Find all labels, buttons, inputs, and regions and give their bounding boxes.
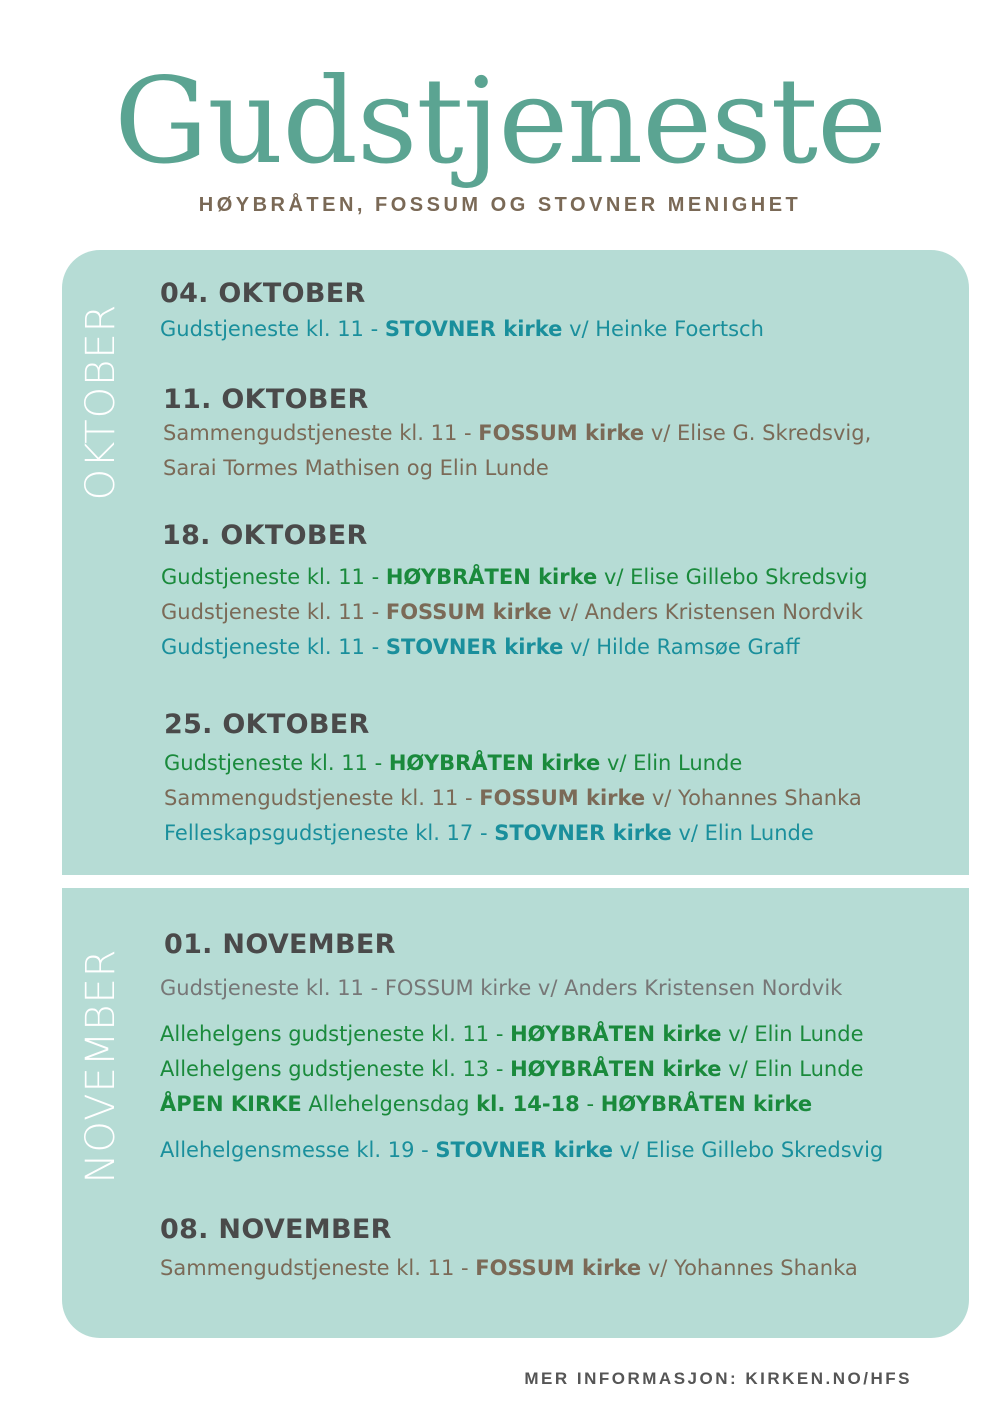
service-line: Allehelgens gudstjeneste kl. 13 - HØYBRÅTEN kirke v/ Elin Lunde (160, 1057, 864, 1081)
service-line: Felleskapsgudstjeneste kl. 17 - STOVNER kirke v/ Elin Lunde (164, 821, 814, 845)
service-line: Gudstjeneste kl. 11 - HØYBRÅTEN kirke v/ Elin Lunde (164, 751, 743, 775)
page-subtitle: HØYBRÅTEN, FOSSUM OG STOVNER MENIGHET (198, 194, 802, 216)
page-title: Gudstjeneste (114, 52, 886, 190)
church-name: HØYBRÅTEN kirke (510, 1057, 722, 1081)
october-panel (62, 250, 969, 875)
church-name: STOVNER kirke (494, 821, 672, 845)
date-heading: 08. NOVEMBER (160, 1214, 392, 1245)
church-name: HØYBRÅTEN kirke (385, 565, 598, 589)
service-line: Gudstjeneste kl. 11 - STOVNER kirke v/ Heinke Foertsch (160, 317, 764, 341)
service-line: Allehelgens gudstjeneste kl. 11 - HØYBRÅTEN kirke v/ Elin Lunde (160, 1022, 864, 1046)
date-heading: 25. OKTOBER (164, 709, 370, 740)
church-name: FOSSUM kirke (478, 421, 645, 445)
church-name: FOSSUM kirke (479, 786, 646, 810)
service-line: Gudstjeneste kl. 11 - STOVNER kirke v/ Hilde Ramsøe Graff (161, 635, 800, 659)
month-label-october: OKTOBER (78, 303, 124, 501)
church-name: STOVNER kirke (384, 317, 563, 341)
service-line-continued: Sarai Tormes Mathisen og Elin Lunde (163, 456, 549, 480)
service-line: ÅPEN KIRKE Allehelgensdag kl. 14-18 - HØYBRÅTEN kirke (160, 1092, 813, 1116)
service-line: Sammengudstjeneste kl. 11 - FOSSUM kirke v/ Yohannes Shanka (164, 786, 862, 810)
church-name: FOSSUM kirke (475, 1256, 642, 1280)
service-line: Sammengudstjeneste kl. 11 - FOSSUM kirke v/ Yohannes Shanka (160, 1256, 858, 1280)
church-name: STOVNER kirke (435, 1138, 613, 1162)
service-line: Gudstjeneste kl. 11 - HØYBRÅTEN kirke v/ Elise Gillebo Skredsvig (161, 565, 868, 589)
service-line: Gudstjeneste kl. 11 - FOSSUM kirke v/ Anders Kristensen Nordvik (160, 976, 843, 1000)
church-name: STOVNER kirke (385, 635, 564, 659)
church-name: FOSSUM kirke (385, 600, 552, 624)
church-name: HØYBRÅTEN kirke (510, 1022, 722, 1046)
footer-info: MER INFORMASJON: KIRKEN.NO/HFS (524, 1369, 912, 1388)
service-line: Gudstjeneste kl. 11 - FOSSUM kirke v/ Anders Kristensen Nordvik (161, 600, 863, 624)
date-heading: 01. NOVEMBER (164, 929, 396, 960)
service-line: Allehelgensmesse kl. 19 - STOVNER kirke v/ Elise Gillebo Skredsvig (160, 1138, 884, 1162)
church-name: HØYBRÅTEN kirke (600, 1092, 813, 1116)
date-heading: 11. OKTOBER (163, 384, 369, 415)
month-label-november: NOVEMBER (78, 948, 124, 1184)
date-heading: 04. OKTOBER (160, 278, 366, 309)
service-line: Sammengudstjeneste kl. 11 - FOSSUM kirke v/ Elise G. Skredsvig, (163, 421, 872, 445)
church-name: HØYBRÅTEN kirke (388, 751, 601, 775)
date-heading: 18. OKTOBER (162, 520, 368, 551)
